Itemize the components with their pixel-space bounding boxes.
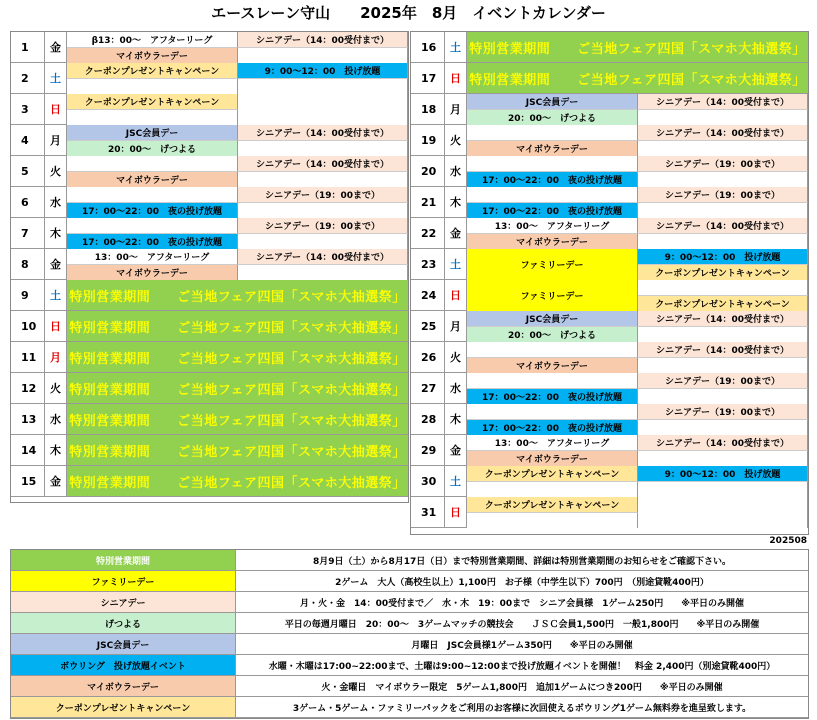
event-cell: [467, 125, 638, 141]
weekday: 月: [45, 342, 67, 372]
weekday: 金: [45, 32, 67, 62]
weekday: 木: [45, 218, 67, 248]
event-cell: [638, 420, 808, 436]
legend-description: 水曜・木曜は17:00~22:00まで、土曜は9:00~12:00まで投げ放題イベントを開催！ 料金 2,400円（別途貸靴400円）: [268, 661, 776, 672]
day-number: 13: [11, 404, 45, 434]
event-cell: JSC会員デー: [67, 125, 238, 141]
event-cell: シニアデー（19：00まで）: [238, 187, 408, 203]
legend-name: シニアデー: [11, 592, 236, 612]
event-cell: クーポンプレゼントキャンペーン: [67, 63, 238, 79]
special-period-banner: 特別営業期間 ご当地フェア四国「スマホ大抽選祭」: [67, 280, 408, 310]
event-cell: 13：00～ アフターリーグ: [467, 435, 638, 451]
event-cell: [638, 327, 808, 343]
legend-description: 平日の毎週月曜日 20：00～ 3ゲームマッチの競技会 ＪＳＣ会員1,500円 一般1,800円 ※平日のみ開催: [284, 619, 760, 630]
event-cell: シニアデー（14：00受付まで）: [638, 435, 808, 451]
event-cell: [67, 156, 238, 172]
day-number: 15: [11, 466, 45, 496]
legend-name: マイボウラーデー: [11, 676, 236, 696]
event-cell: JSC会員デー: [467, 94, 638, 110]
event-cell: [638, 497, 808, 528]
day-row: [411, 156, 808, 187]
special-period-banner: 特別営業期間 ご当地フェア四国「スマホ大抽選祭」: [67, 435, 408, 465]
event-cell: シニアデー（14：00受付まで）: [638, 218, 808, 234]
day-number: 18: [411, 94, 445, 124]
day-row: [11, 342, 408, 373]
special-period-banner: 特別営業期間 ご当地フェア四国「スマホ大抽選祭」: [67, 466, 408, 496]
day-row: [411, 466, 808, 497]
legend-row: [11, 550, 808, 571]
day-row: [411, 94, 808, 125]
event-cell: シニアデー（19：00まで）: [238, 218, 408, 234]
day-row: [11, 435, 408, 466]
special-period-banner: 特別営業期間 ご当地フェア四国「スマホ大抽選祭」: [467, 32, 808, 62]
event-cell: [67, 110, 238, 126]
event-cell: [238, 265, 408, 281]
event-cell: [67, 187, 238, 203]
event-cell: シニアデー（14：00受付まで）: [638, 125, 808, 141]
event-cell: 17：00～22：00 夜の投げ放題: [467, 389, 638, 405]
event-cell: クーポンプレゼントキャンペーン: [467, 466, 638, 482]
weekday: 火: [445, 125, 467, 155]
event-cell: [638, 482, 808, 498]
event-cell: [467, 342, 638, 358]
day-number: 24: [411, 280, 445, 310]
day-number: 5: [11, 156, 45, 186]
legend-table: [10, 549, 809, 719]
day-number: 19: [411, 125, 445, 155]
event-cell: シニアデー（14：00受付まで）: [638, 342, 808, 358]
event-cell: マイボウラーデー: [467, 451, 638, 467]
weekday: 金: [45, 466, 67, 496]
day-row: [11, 94, 408, 125]
event-cell: マイボウラーデー: [67, 265, 238, 281]
day-number: 22: [411, 218, 445, 248]
day-row: [11, 373, 408, 404]
day-number: 27: [411, 373, 445, 403]
event-cell: [238, 48, 408, 64]
day-number: 30: [411, 466, 445, 496]
day-row: [11, 404, 408, 435]
weekday: 土: [45, 280, 67, 310]
day-number: 20: [411, 156, 445, 186]
event-cell: [638, 141, 808, 157]
day-number: 10: [11, 311, 45, 341]
page-title: エースレーン守山 2025年 8月 イベントカレンダー: [211, 4, 606, 22]
event-cell: シニアデー（14：00受付まで）: [638, 94, 808, 110]
event-cell: [67, 79, 238, 95]
day-number: 14: [11, 435, 45, 465]
day-number: 8: [11, 249, 45, 279]
legend-description: 火・金曜日 マイボウラー限定 5ゲーム1,800円 追加1ゲームにつき200円 ※平日のみ開催: [321, 682, 723, 693]
event-cell: [238, 172, 408, 188]
event-cell: JSC会員デー: [467, 311, 638, 327]
event-cell: 20：00～ げつよる: [467, 327, 638, 343]
weekday: 土: [45, 63, 67, 93]
event-cell: β13：00～ アフターリーグ: [67, 32, 238, 48]
event-cell: [238, 79, 408, 95]
weekday: 月: [45, 125, 67, 155]
day-number: 28: [411, 404, 445, 434]
day-number: 17: [411, 63, 445, 93]
day-row: [411, 218, 808, 249]
weekday: 火: [45, 373, 67, 403]
event-cell: マイボウラーデー: [67, 48, 238, 64]
day-row: [11, 280, 408, 311]
weekday: 水: [445, 373, 467, 403]
day-row: [411, 373, 808, 404]
weekday: 月: [445, 94, 467, 124]
event-cell: クーポンプレゼントキャンペーン: [67, 94, 238, 110]
event-cell: 17：00～22：00 夜の投げ放題: [467, 203, 638, 219]
weekday: 水: [445, 156, 467, 186]
event-cell: シニアデー（14：00受付まで）: [638, 311, 808, 327]
day-row: [411, 342, 808, 373]
legend-row: [11, 571, 808, 592]
weekday: 金: [445, 218, 467, 248]
special-period-banner: 特別営業期間 ご当地フェア四国「スマホ大抽選祭」: [67, 342, 408, 372]
day-number: 9: [11, 280, 45, 310]
legend-name: JSC会員デー: [11, 634, 236, 654]
day-row: [411, 435, 808, 466]
legend-name: 特別営業期間: [11, 550, 236, 570]
event-cell: クーポンプレゼントキャンペーン: [467, 497, 638, 513]
event-cell: [467, 482, 638, 498]
day-number: 21: [411, 187, 445, 217]
event-cell: マイボウラーデー: [467, 234, 638, 250]
event-cell: 20：00～ げつよる: [67, 141, 238, 157]
day-row: [411, 497, 808, 528]
event-cell: 9：00～12：00 投げ放題: [638, 249, 808, 265]
event-cell: シニアデー（14：00受付まで）: [238, 249, 408, 265]
day-row: [11, 32, 408, 63]
day-row: [11, 187, 408, 218]
event-cell: 17：00～22：00 夜の投げ放題: [67, 203, 238, 219]
event-cell: [638, 358, 808, 374]
event-cell: ファミリーデー: [467, 280, 638, 311]
calendar-left: [10, 31, 409, 503]
event-cell: 17：00～22：00 夜の投げ放題: [467, 172, 638, 188]
event-cell: [638, 451, 808, 467]
day-number: 7: [11, 218, 45, 248]
day-number: 16: [411, 32, 445, 62]
event-cell: [238, 234, 408, 250]
weekday: 金: [45, 249, 67, 279]
day-number: 2: [11, 63, 45, 93]
event-cell: 9：00～12：00 投げ放題: [238, 63, 408, 79]
event-cell: [467, 373, 638, 389]
legend-row: [11, 676, 808, 697]
weekday: 日: [445, 497, 467, 527]
special-period-banner: 特別営業期間 ご当地フェア四国「スマホ大抽選祭」: [467, 63, 808, 93]
event-cell: シニアデー（14：00受付まで）: [238, 125, 408, 141]
legend-row: [11, 655, 808, 676]
day-row: [11, 125, 408, 156]
event-cell: [638, 172, 808, 188]
legend-name: ファミリーデー: [11, 571, 236, 591]
event-cell: [238, 203, 408, 219]
day-number: 4: [11, 125, 45, 155]
event-cell: 17：00～22：00 夜の投げ放題: [467, 420, 638, 436]
day-row: [411, 404, 808, 435]
legend-name: ボウリング 投げ放題イベント: [11, 655, 236, 675]
day-row: [11, 249, 408, 280]
weekday: 木: [45, 435, 67, 465]
day-row: [411, 187, 808, 218]
day-row: [11, 218, 408, 249]
event-cell: シニアデー（14：00受付まで）: [238, 156, 408, 172]
day-number: 23: [411, 249, 445, 279]
weekday: 金: [445, 435, 467, 465]
event-cell: クーポンプレゼントキャンペーン: [638, 265, 808, 281]
day-row: [411, 280, 808, 311]
event-cell: [467, 187, 638, 203]
weekday: 日: [445, 63, 467, 93]
day-row: [411, 63, 808, 94]
legend-row: [11, 613, 808, 634]
event-cell: 13：00～ アフターリーグ: [467, 218, 638, 234]
day-number: 12: [11, 373, 45, 403]
version-label: 202508: [769, 536, 807, 546]
day-row: [11, 311, 408, 342]
legend-description: 月・火・金 14：00受付まで／ 水・木 19：00まで シニア会員様 1ゲーム250円 ※平日のみ開催: [300, 598, 744, 609]
legend-name: げつよる: [11, 613, 236, 633]
legend-row: [11, 592, 808, 613]
event-cell: [638, 234, 808, 250]
event-cell: シニアデー（19：00まで）: [638, 156, 808, 172]
weekday: 土: [445, 32, 467, 62]
special-period-banner: 特別営業期間 ご当地フェア四国「スマホ大抽選祭」: [67, 311, 408, 341]
event-cell: シニアデー（19：00まで）: [638, 373, 808, 389]
event-cell: [238, 94, 408, 125]
legend-row: [11, 634, 808, 655]
event-cell: [67, 218, 238, 234]
legend-description: 8月9日（土）から8月17日（日）まで特別営業期間、詳細は特別営業期間のお知らせをご確認下さい。: [312, 556, 732, 567]
weekday: 火: [45, 156, 67, 186]
event-cell: シニアデー（19：00まで）: [638, 187, 808, 203]
day-row: [411, 125, 808, 156]
day-number: 6: [11, 187, 45, 217]
event-cell: シニアデー（14：00受付まで）: [238, 32, 408, 48]
day-number: 29: [411, 435, 445, 465]
event-cell: [638, 389, 808, 405]
day-number: 3: [11, 94, 45, 124]
weekday: 日: [45, 311, 67, 341]
calendar-right: [410, 31, 809, 535]
event-cell: [467, 513, 638, 529]
day-row: [11, 63, 408, 94]
weekday: 土: [445, 466, 467, 496]
event-cell: [467, 156, 638, 172]
weekday: 水: [45, 187, 67, 217]
event-cell: シニアデー（19：00まで）: [638, 404, 808, 420]
weekday: 火: [445, 342, 467, 372]
event-cell: [238, 141, 408, 157]
event-cell: 9：00～12：00 投げ放題: [638, 466, 808, 482]
weekday: 土: [445, 249, 467, 279]
event-cell: [638, 280, 808, 296]
event-cell: ファミリーデー: [467, 249, 638, 280]
legend-description: 3ゲーム・5ゲーム・ファミリーパックをご利用のお客様に次回使えるボウリング1ゲーム無料券を進呈致します。: [292, 703, 752, 714]
weekday: 日: [45, 94, 67, 124]
event-cell: クーポンプレゼントキャンペーン: [638, 296, 808, 312]
event-cell: 17：00～22：00 夜の投げ放題: [67, 234, 238, 250]
day-number: 25: [411, 311, 445, 341]
event-cell: [467, 404, 638, 420]
weekday: 木: [445, 187, 467, 217]
weekday: 日: [445, 280, 467, 310]
day-row: [411, 32, 808, 63]
day-row: [411, 311, 808, 342]
legend-row: [11, 697, 808, 718]
special-period-banner: 特別営業期間 ご当地フェア四国「スマホ大抽選祭」: [67, 404, 408, 434]
event-cell: マイボウラーデー: [467, 358, 638, 374]
day-row: [11, 156, 408, 187]
legend-description: 2ゲーム 大人（高校生以上）1,100円 お子様（中学生以下）700円 （別途貸靴400円）: [335, 577, 709, 588]
day-number: 1: [11, 32, 45, 62]
day-number: 11: [11, 342, 45, 372]
day-number: 31: [411, 497, 445, 527]
weekday: 月: [445, 311, 467, 341]
weekday: 木: [445, 404, 467, 434]
event-cell: マイボウラーデー: [67, 172, 238, 188]
event-cell: マイボウラーデー: [467, 141, 638, 157]
day-number: 26: [411, 342, 445, 372]
weekday: 水: [45, 404, 67, 434]
day-row: [11, 466, 408, 497]
special-period-banner: 特別営業期間 ご当地フェア四国「スマホ大抽選祭」: [67, 373, 408, 403]
day-row: [411, 249, 808, 280]
event-cell: [638, 110, 808, 126]
legend-name: クーポンプレゼントキャンペーン: [11, 697, 236, 717]
event-cell: 13：00～ アフターリーグ: [67, 249, 238, 265]
legend-description: 月曜日 JSC会員様1ゲーム350円 ※平日のみ開催: [411, 640, 633, 651]
event-cell: 20：00～ げつよる: [467, 110, 638, 126]
event-cell: [638, 203, 808, 219]
